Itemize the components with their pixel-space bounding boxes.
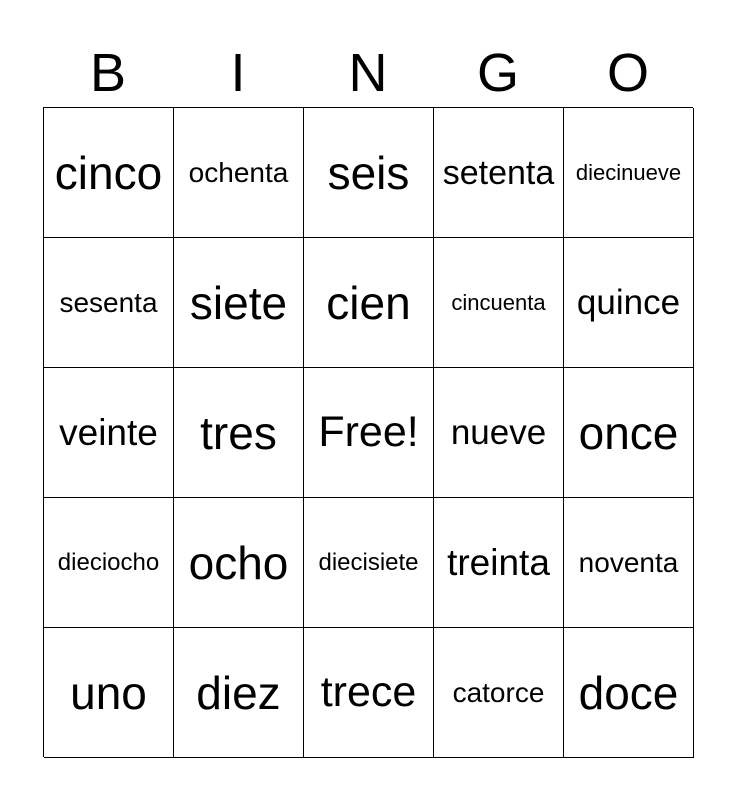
bingo-cell [304, 628, 434, 758]
bingo-board [43, 107, 693, 757]
bingo-cell [564, 108, 694, 238]
cell-word: diecinueve [575, 159, 682, 185]
bingo-cell [304, 108, 434, 238]
bingo-cell [44, 238, 174, 368]
bingo-cell [304, 498, 434, 628]
bingo-cell [44, 628, 174, 758]
bingo-cell [304, 238, 434, 368]
cell-word: nueve [450, 413, 547, 452]
cell-word: trece [320, 668, 417, 716]
header-letter-g: G [476, 43, 519, 103]
bingo-cell [434, 628, 564, 758]
cell-word: noventa [578, 546, 679, 578]
cell-word: treinta [447, 542, 550, 583]
bingo-cell [174, 498, 304, 628]
bingo-cell [564, 368, 694, 498]
cell-word: quince [576, 283, 681, 322]
cell-word: cinco [54, 146, 163, 199]
cell-word: diez [196, 666, 281, 719]
cell-word: catorce [452, 676, 545, 708]
cell-word: setenta [442, 153, 555, 192]
bingo-cell [174, 108, 304, 238]
bingo-cell [564, 498, 694, 628]
cell-word: sesenta [59, 286, 158, 318]
cell-word: cien [326, 276, 411, 329]
bingo-cell [174, 368, 304, 498]
bingo-cell [564, 628, 694, 758]
cell-word: dieciocho [57, 548, 160, 576]
bingo-cell [564, 238, 694, 368]
bingo-header [43, 40, 693, 106]
cell-word: seis [327, 146, 410, 199]
cell-word: diecisiete [318, 548, 419, 576]
bingo-cell [434, 108, 564, 238]
bingo-cell [434, 498, 564, 628]
bingo-cell [44, 368, 174, 498]
cell-word: tres [200, 406, 277, 459]
bingo-cell [434, 238, 564, 368]
cell-word: cincuenta [451, 289, 546, 315]
bingo-cell [434, 368, 564, 498]
bingo-cell [174, 628, 304, 758]
cell-word: veinte [59, 412, 158, 453]
free-space-label: Free! [318, 408, 419, 456]
bingo-cell [44, 498, 174, 628]
header-letter-i: I [230, 43, 246, 103]
cell-word: once [578, 406, 679, 459]
cell-word: ocho [188, 536, 289, 589]
bingo-cell [44, 108, 174, 238]
header-letter-o: O [606, 43, 649, 103]
bingo-cell [174, 238, 304, 368]
cell-word: siete [189, 276, 288, 329]
header-letter-b: B [89, 43, 127, 103]
free-space [304, 368, 434, 498]
cell-word: ochenta [188, 156, 289, 188]
header-letter-n: N [348, 43, 388, 103]
cell-word: doce [578, 666, 679, 719]
cell-word: uno [70, 666, 147, 719]
